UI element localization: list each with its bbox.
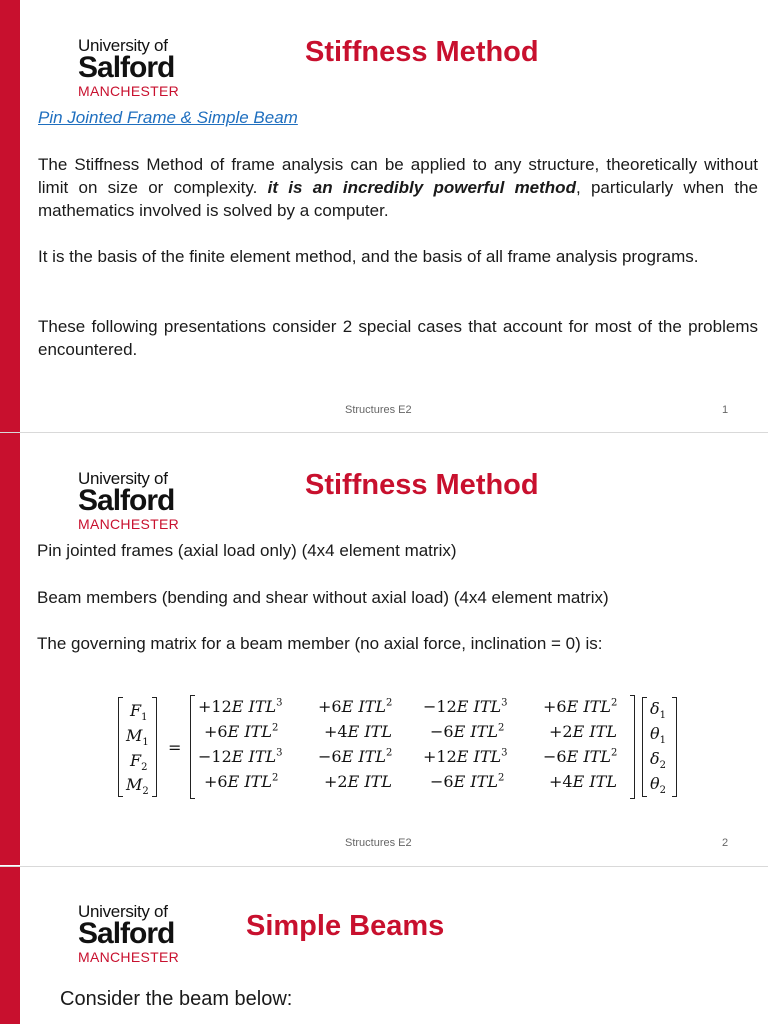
matrix-cell: −6E ITL$^2$ [430,772,505,791]
rhs-theta1: $\theta_1$ [650,724,667,747]
pin-jointed-link[interactable]: Pin Jointed Frame & Simple Beam [38,108,298,127]
slide-accent-bar [0,433,20,865]
slide-title: Simple Beams [246,910,445,942]
university-logo [78,37,179,98]
lhs-bracket-right [152,697,157,797]
logo-line-3: MANCHESTER [78,516,180,532]
paragraph-cases: These following presentations consider 2 special cases that account for most of the problems encountered. [38,317,758,359]
lhs-f1: $F_1$ [130,701,148,724]
slide-1 [0,0,768,432]
lhs-bracket-left [118,697,123,797]
paragraph-intro-text-a: The Stiffness Method of frame analysis can be applied to any structure, theoretically without limit on size or complexity. [38,155,758,197]
matrix-cell: −6E ITL$^2$ [430,722,505,741]
matrix-cell: +12E ITL$^3$ [423,747,508,766]
page-number: 1 [722,404,729,416]
matrix-cell: +2E ITL [324,772,392,791]
rhs-delta1: $\delta_1$ [650,699,667,722]
rhs-theta2: $\theta_2$ [650,774,667,797]
matrix-cell: +4E ITL [324,722,392,741]
text-pin-jointed: Pin jointed frames (axial load only) (4x4 element matrix) [37,541,457,560]
matrix-cell: +4E ITL [549,772,617,791]
matrix-cell: +12E ITL$^3$ [198,697,283,716]
page-number: 2 [722,837,729,849]
paragraph-intro-emphasis: it is an incredibly powerful method [267,178,576,197]
rhs-bracket-right [672,697,677,797]
lhs-m1: $M_1$ [126,726,149,749]
equals-sign: = [168,738,182,757]
text-governing-matrix: The governing matrix for a beam member (no axial force, inclination = 0) is: [37,634,603,653]
slide-title: Stiffness Method [305,469,539,501]
rhs-bracket-left [642,697,647,797]
logo-line-2: Salford [78,51,175,84]
matrix-cell: +2E ITL [549,722,617,741]
matrix-cell: +6E ITL$^2$ [318,697,393,716]
university-logo [78,903,179,964]
slide-3 [0,867,768,1024]
text-beam-members: Beam members (bending and shear without axial load) (4x4 element matrix) [37,588,609,607]
rhs-delta2: $\delta_2$ [650,749,667,772]
logo-line-1: University of [78,36,168,55]
stiffness-matrix-equation [118,695,683,800]
matrix-bracket-left [190,695,195,799]
slide-footer: Structures E2 [345,837,412,849]
text-consider-beam: Consider the beam below: [60,988,293,1010]
paragraph-intro [38,153,758,222]
lhs-m2: $M_2$ [126,775,149,798]
logo-line-2: Salford [78,917,175,950]
lhs-f2: $F_2$ [130,751,148,774]
slide-accent-bar [0,0,20,432]
matrix-cell: −6E ITL$^2$ [318,747,393,766]
slide-title: Stiffness Method [305,36,539,68]
paragraph-basis: It is the basis of the finite element method, and the basis of all frame analysis programs. [38,247,699,266]
matrix-cell: −12E ITL$^3$ [423,697,508,716]
matrix-cell: +6E ITL$^2$ [204,722,279,741]
slide-footer: Structures E2 [345,404,412,416]
logo-line-1: University of [78,469,168,488]
university-logo [78,470,179,531]
logo-line-1: University of [78,902,168,921]
matrix-cell: −12E ITL$^3$ [198,747,283,766]
matrix-cell: −6E ITL$^2$ [543,747,618,766]
paragraph-intro-text-b: , particularly when the mathematics involved is solved by a computer. [38,178,758,220]
logo-line-3: MANCHESTER [78,949,180,965]
logo-line-3: MANCHESTER [78,83,180,99]
slide-accent-bar [0,867,20,1024]
logo-line-2: Salford [78,484,175,517]
matrix-cell: +6E ITL$^2$ [204,772,279,791]
matrix-bracket-right [630,695,635,799]
matrix-cell: +6E ITL$^2$ [543,697,618,716]
